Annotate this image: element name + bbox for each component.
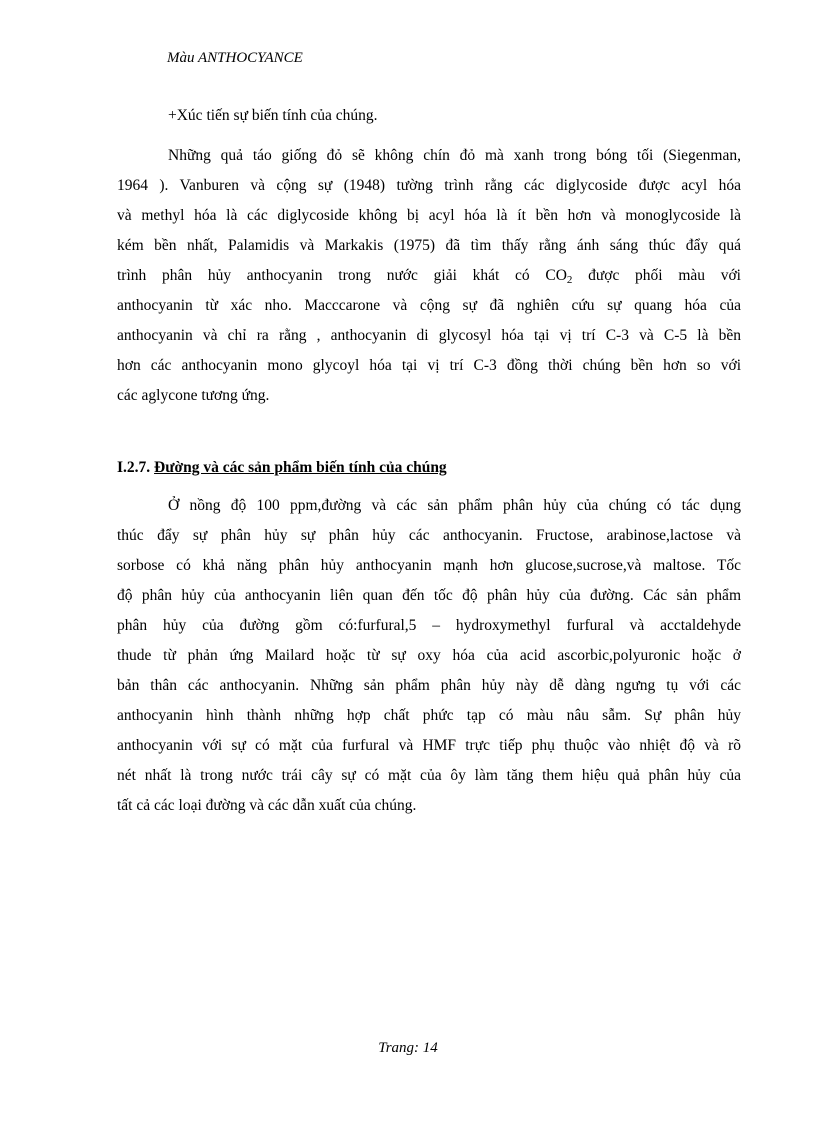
section-title: Đường và các sản phẩm biến tính của chúng: [154, 459, 447, 476]
paragraph-line: phân hủy của đường gồm có:furfural,5 – hydroxymethyl furfural và acctaldehyde: [117, 617, 741, 634]
paragraph-line: nét nhất là trong nước trái cây sự có mặt của ôy làm tăng them hiệu quả phân hủy của: [117, 767, 741, 784]
paragraph-line: Ở nồng độ 100 ppm,đường và các sản phẩm phân hủy của chúng có tác dụng: [168, 497, 741, 514]
co2-text-before: trình phân hủy anthocyanin trong nước giải khát có CO: [117, 267, 567, 284]
paragraph-line: 1964 ). Vanburen và cộng sự (1948) tường trình rằng các diglycoside được acyl hóa: [117, 177, 741, 194]
running-header: Màu ANTHOCYANCE: [167, 50, 303, 66]
paragraph-line: tất cả các loại đường và các dẫn xuất của chúng.: [117, 797, 417, 814]
paragraph-line: thúc đẩy sự phân hủy sự phân hủy các anthocyanin. Fructose, arabinose,lactose và: [117, 527, 741, 544]
paragraph-line: thude từ phản ứng Mailard hoặc từ sự oxy hóa của acid ascorbic,polyuronic hoặc ở: [117, 647, 741, 664]
paragraph-sugars: [117, 491, 741, 821]
paragraph-line: hơn các anthocyanin mono glycoyl hóa tại vị trí C-3 đồng thời chúng bền hơn so với: [117, 357, 741, 374]
paragraph-line: sorbose có khả năng phân hủy anthocyanin mạnh hơn glucose,sucrose,và maltose. Tốc: [117, 557, 741, 574]
paragraph-line: và methyl hóa là các diglycoside không bị acyl hóa là ít bền hơn và monoglycoside là: [117, 207, 741, 224]
bullet-line: [117, 101, 741, 131]
paragraph-line: anthocyanin với sự có mặt của furfural và HMF trực tiếp phụ thuộc vào nhiệt độ và rõ: [117, 737, 741, 754]
paragraph-line: anthocyanin từ xác nho. Macccarone và cộng sự đã nghiên cứu sự quang hóa của: [117, 297, 741, 314]
co2-subscript: 2: [566, 274, 573, 286]
section-heading: [117, 459, 447, 477]
section-number: I.2.7.: [117, 459, 151, 476]
paragraph-light-effect: [117, 141, 741, 411]
page-number: Trang: 14: [378, 1040, 438, 1056]
paragraph-line: Những quả táo giống đỏ sẽ không chín đỏ mà xanh trong bóng tối (Siegenman,: [168, 147, 741, 164]
paragraph-line: các aglycone tương ứng.: [117, 387, 270, 404]
paragraph-line: bản thân các anthocyanin. Những sản phẩm phân hủy này dễ dàng ngưng tụ với các: [117, 677, 741, 694]
co2-text-after: được phối màu với: [572, 267, 741, 284]
paragraph-line-co2: [117, 261, 741, 291]
paragraph-line: kém bền nhất, Palamidis và Markakis (1975) đã tìm thấy rằng ánh sáng thúc đẩy quá: [117, 237, 741, 254]
bullet-text: +Xúc tiến sự biến tính của chúng.: [168, 107, 378, 124]
paragraph-line: anthocyanin và chỉ ra rằng , anthocyanin di glycosyl hóa tại vị trí C-3 và C-5 là bền: [117, 327, 741, 344]
paragraph-line: độ phân hủy của anthocyanin liên quan đến tốc độ phân hủy của đường. Các sản phẩm: [117, 587, 741, 604]
paragraph-line: anthocyanin hình thành những hợp chất phức tạp có màu nâu sẫm. Sự phân hủy: [117, 707, 741, 724]
